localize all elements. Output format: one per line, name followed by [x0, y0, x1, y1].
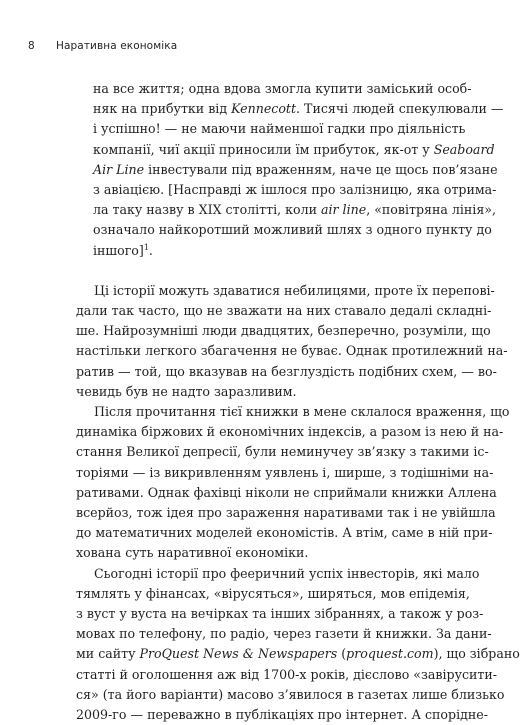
text-line: дали так часто, що не зважати на них ставало дедалі складні-: [76, 303, 492, 319]
paragraph: [76, 281, 508, 402]
text-line: мовах по телефону, по радіо, через газети й книжки. За дани-: [76, 626, 492, 642]
text-line: торіями — із викривленням уявлень і, ширше, з тодішніми на-: [76, 464, 494, 480]
text-line: ше. Найрозумніші люди двадцятих, безперечно, розуміли, що: [76, 323, 491, 339]
text-line: до математичних моделей економістів. А втім, саме в ній при-: [76, 525, 493, 541]
text-line: 2009-го — переважно в публікаціях про інтернет. А споріднe-: [76, 707, 488, 723]
text-line: з авіацією. [Насправді ж ішлося про залізницю, яка отрима-: [93, 182, 497, 198]
running-header: [28, 40, 177, 52]
text-line: тямлять у фінансах, «вірусяться», ширяться, мов епідемія,: [76, 585, 470, 601]
text-line: компанії, чиї акції приносили їм прибуток, як-от у Seaboard: [93, 141, 495, 157]
text-line: на все життя; одна вдова змогла купити заміський особ-: [93, 81, 472, 96]
running-title: Наративна економіка: [56, 40, 178, 52]
text-line: хована суть наративної економіки.: [76, 545, 309, 561]
text-line: ративами. Однак фахівці ніколи не сприймали книжки Аллена: [76, 484, 497, 500]
text-line: Air Line інвестували під враженням, наче це щось пов’язане: [93, 161, 498, 177]
text-line: ся» (та його варіанти) масово з’явилося в газетах лише близько: [76, 686, 505, 702]
text-line: і успішно! — не маючи найменшої гадки про діяльність: [93, 121, 466, 137]
text-line: іншого]$^1$.: [93, 242, 153, 258]
text-line: означало найкоротший можливий шлях з одного пункту до: [93, 222, 492, 238]
text-line: ла таку назву в ХІХ столітті, коли air line, «повітряна лінія»,: [93, 202, 496, 218]
text-line: Сьогодні історії про фееричний успіх інвесторів, які мало: [94, 565, 480, 581]
text-line: настільки легкого збагачення не буває. Однак протилежний на-: [76, 343, 508, 359]
text-line: стання Великої депресії, були неминучеу зв’язку з такими іс-: [76, 444, 489, 460]
text-line: всерйоз, тож ідея про зараження наративами так і не увійшла: [76, 505, 496, 521]
text-line: ратив — той, що вказував на безглуздість подібних схем, — во-: [76, 363, 497, 379]
text-line: чевидь був не надто заразливим.: [76, 383, 297, 399]
page-body: [76, 79, 520, 725]
page-number: 8: [28, 40, 35, 52]
text-line: з вуст у вуста на вечірках та інших зібраннях, а також у роз-: [76, 606, 484, 622]
text-line: ми сайту ProQuest News & Newspapers (proquest.com), що зібрано: [76, 646, 520, 662]
text-line: Після прочитання тієї книжки в мене склалося враження, що: [94, 404, 510, 420]
text-line: Ці історії можуть здаватися небилицями, проте їх перепові-: [94, 282, 495, 298]
paragraph: [76, 564, 520, 725]
text-line: статті й оголошення аж від 1700-х років, дієслово «завірусити-: [76, 666, 498, 682]
paragraph: [76, 402, 510, 564]
text-line: динаміка біржових й економічних індексів, а разом із нею й на-: [76, 424, 504, 440]
text-line: няк на прибутки від Kennecott. Тисячі людей спекулювали —: [93, 101, 504, 117]
block-quote: [76, 79, 504, 261]
